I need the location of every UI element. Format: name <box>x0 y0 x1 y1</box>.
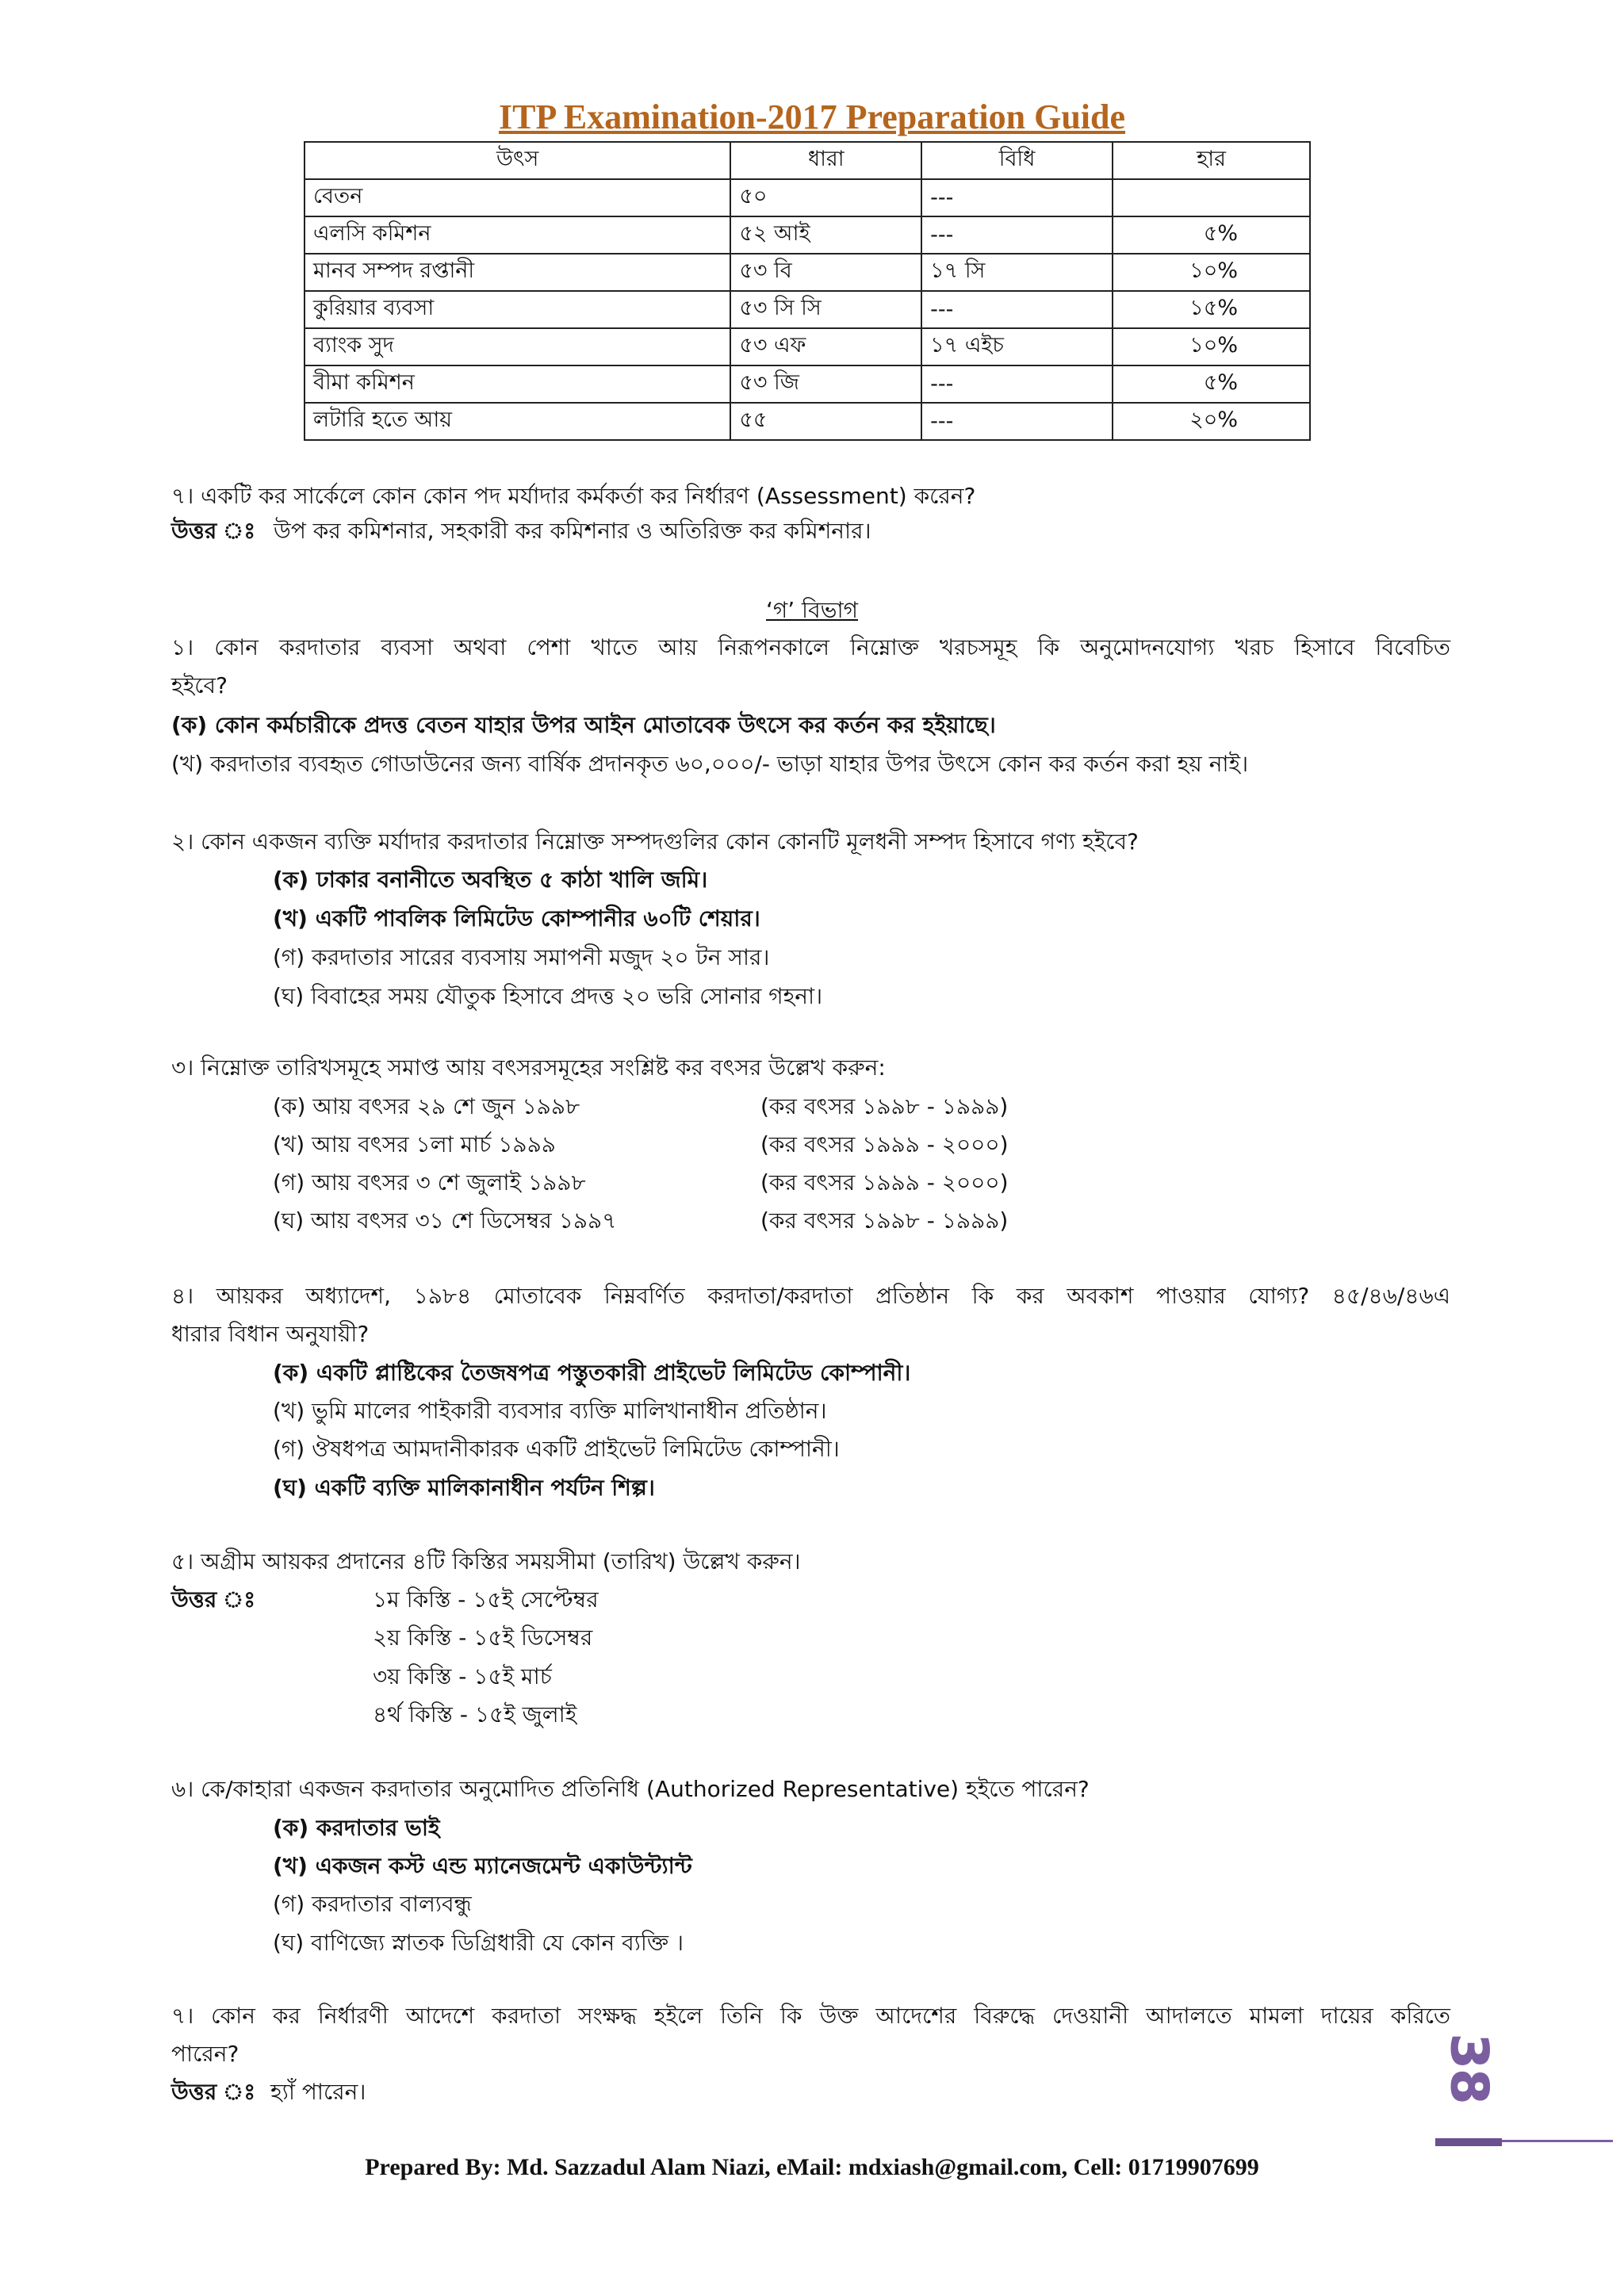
q3-income-year: (ক) আয় বৎসর ২৯ শে জুন ১৯৯৮ <box>273 1093 580 1119</box>
table-header-row <box>304 142 1310 179</box>
table-row <box>304 216 1310 254</box>
q7b-answer-row <box>171 2075 366 2112</box>
q5-answer: ২য় কিস্তি - ১৫ই ডিসেম্বর <box>373 1624 593 1651</box>
cell-section: ৫০ <box>730 179 921 216</box>
cell-rate: ১০% <box>1113 254 1310 291</box>
cell-rule: --- <box>921 403 1113 440</box>
cell-rule: --- <box>921 179 1113 216</box>
q5-answer: ৪র্থ কিস্তি - ১৫ই জুলাই <box>373 1701 577 1728</box>
page-footer: Prepared By: Md. Sazzadul Alam Niazi, eMail: mdxiash@gmail.com, Cell: 01719907699 <box>365 2154 1259 2180</box>
answer-label: উত্তর ঃ <box>171 2079 256 2105</box>
table-row <box>304 254 1310 291</box>
q5-answer: ১ম কিস্তি - ১৫ই সেপ্টেম্বর <box>373 1586 599 1613</box>
cell-rate <box>1113 179 1310 216</box>
cell-rate: ২০% <box>1113 403 1310 440</box>
q3-question: ৩। নিম্নোক্ত তারিখসমূহে সমাপ্ত আয় বৎসরসমূহের সংশ্লিষ্ট কর বৎসর উল্লেখ করুন: <box>171 1054 886 1081</box>
answer-label: উত্তর ঃ <box>171 518 256 544</box>
page-title: ITP Examination-2017 Preparation Guide <box>498 98 1126 136</box>
header-source: উৎস <box>304 142 730 179</box>
table-row <box>304 403 1310 440</box>
header-rate: হার <box>1113 142 1310 179</box>
q1-question-line2: হইবে? <box>171 672 228 698</box>
q3-tax-year: (কর বৎসর ১৯৯৮ - ১৯৯৯) <box>760 1207 1009 1234</box>
q4-option: (গ) ঔষধপত্র আমদানীকারক একটি প্রাইভেট লিমিটেড কোম্পানী। <box>273 1436 840 1462</box>
q6-option: (খ) একজন কস্ট এন্ড ম্যানেজমেন্ট একাউন্ট্যান্ট <box>273 1853 692 1879</box>
q4-option: (ঘ) একটি ব্যক্তি মালিকানাধীন পর্যটন শিল্প। <box>273 1475 655 1501</box>
answer-label: উত্তর ঃ <box>171 1586 256 1613</box>
q4-option: (খ) ভুমি মালের পাইকারী ব্যবসার ব্যক্তি মালিখানাধীন প্রতিষ্ঠান। <box>273 1398 827 1424</box>
q2-option: (খ) একটি পাবলিক লিমিটেড কোম্পানীর ৬০টি শেয়ার। <box>273 905 760 932</box>
q7b-question-line2: পারেন? <box>171 2041 239 2067</box>
page-number-rule <box>1502 2140 1613 2142</box>
q3-income-year: (খ) আয় বৎসর ১লা মার্চ ১৯৯৯ <box>273 1131 556 1158</box>
q6-option: (ঘ) বাণিজ্যে স্নাতক ডিগ্রিধারী যে কোন ব্যক্তি । <box>273 1930 684 1956</box>
cell-section: ৫২ আই <box>730 216 921 254</box>
q6-option: (গ) করদাতার বাল্যবন্ধু <box>273 1891 472 1917</box>
q5-question: ৫। অগ্রীম আয়কর প্রদানের ৪টি কিস্তির সময়সীমা (তারিখ) উল্লেখ করুন। <box>171 1548 801 1575</box>
cell-source: বেতন <box>304 179 730 216</box>
cell-source: লটারি হতে আয় <box>304 403 730 440</box>
page-number-underline <box>1435 2138 1502 2146</box>
table-row <box>304 328 1310 365</box>
cell-rate: ১০% <box>1113 328 1310 365</box>
cell-source: মানব সম্পদ রপ্তানী <box>304 254 730 291</box>
q3-income-year: (ঘ) আয় বৎসর ৩১ শে ডিসেম্বর ১৯৯৭ <box>273 1207 617 1234</box>
cell-rule: --- <box>921 291 1113 328</box>
q2-option: (গ) করদাতার সারের ব্যবসায় সমাপনী মজুদ ২০ টন সার। <box>273 944 770 970</box>
q1-option-kha: (খ) করদাতার ব্যবহৃত গোডাউনের জন্য বার্ষিক প্রদানকৃত ৬০,০০০/- ভাড়া যাহার উপর উৎসে কোন কর কর্তন করা হয় নাই। <box>171 751 1249 777</box>
q1-option-ka: (ক) কোন কর্মচারীকে প্রদত্ত বেতন যাহার উপর আইন মোতাবেক উৎসে কর কর্তন কর হইয়াছে। <box>171 712 996 738</box>
cell-rate: ৫% <box>1113 216 1310 254</box>
q6-question: ৬। কে/কাহারা একজন করদাতার অনুমোদিত প্রতিনিধি (Authorized Representative) হইতে পারেন? <box>171 1776 1090 1802</box>
page-number: 38 <box>1439 2034 1498 2105</box>
q4-question-line1: ৪। আয়কর অধ্যাদেশ, ১৯৮৪ মোতাবেক নিম্নবর্ণিত করদাতা/করদাতা প্রতিষ্ঠান কি কর অবকাশ পাওয়ার যোগ্য? ৪৫/৪৬/৪৬এ <box>171 1283 1450 1309</box>
q3-tax-year: (কর বৎসর ১৯৯৮ - ১৯৯৯) <box>760 1093 1009 1119</box>
tax-source-table <box>304 141 1311 441</box>
cell-rule: ১৭ এইচ <box>921 328 1113 365</box>
q7a-answer: উপ কর কমিশনার, সহকারী কর কমিশনার ও অতিরিক্ত কর কমিশনার। <box>274 518 871 544</box>
cell-source: ব্যাংক সুদ <box>304 328 730 365</box>
q4-option: (ক) একটি প্লাষ্টিকের তৈজষপত্র পস্তুতকারী প্রাইভেট লিমিটেড কোম্পানী। <box>273 1360 911 1386</box>
section-heading: ‘গ’ বিভাগ <box>766 597 858 623</box>
cell-source: বীমা কমিশন <box>304 365 730 403</box>
q7b-question-line1: ৭। কোন কর নির্ধারণী আদেশে করদাতা সংক্ষদ্ধ হইলে তিনি কি উক্ত আদেশের বিরুদ্ধে দেওয়ানী আদালতে মামলা দায়ের করিতে <box>171 2003 1450 2029</box>
q4-question-line2: ধারার বিধান অনুযায়ী? <box>171 1321 370 1347</box>
cell-source: কুরিয়ার ব্যবসা <box>304 291 730 328</box>
q3-income-year: (গ) আয় বৎসর ৩ শে জুলাই ১৯৯৮ <box>273 1169 586 1196</box>
q7a-question: ৭। একটি কর সার্কেলে কোন কোন পদ মর্যাদার কর্মকর্তা কর নির্ধারণ (Assessment) করেন? <box>171 483 976 509</box>
q7a-answer-row <box>171 514 871 551</box>
header-section: ধারা <box>730 142 921 179</box>
cell-section: ৫৩ জি <box>730 365 921 403</box>
q3-tax-year: (কর বৎসর ১৯৯৯ - ২০০০) <box>760 1169 1009 1196</box>
cell-source: এলসি কমিশন <box>304 216 730 254</box>
cell-rule: --- <box>921 365 1113 403</box>
cell-rate: ১৫% <box>1113 291 1310 328</box>
q6-option: (ক) করদাতার ভাই <box>273 1815 440 1841</box>
q2-question: ২। কোন একজন ব্যক্তি মর্যাদার করদাতার নিম্নোক্ত সম্পদগুলির কোন কোনটি মূলধনী সম্পদ হিসাবে গণ্য হইবে? <box>171 828 1139 855</box>
cell-section: ৫৩ বি <box>730 254 921 291</box>
q3-tax-year: (কর বৎসর ১৯৯৯ - ২০০০) <box>760 1131 1009 1158</box>
cell-section: ৫৩ এফ <box>730 328 921 365</box>
table-row <box>304 291 1310 328</box>
q7b-answer: হ্যাঁ পারেন। <box>270 2079 366 2105</box>
cell-section: ৫৩ সি সি <box>730 291 921 328</box>
header-rule: বিধি <box>921 142 1113 179</box>
q2-option: (ঘ) বিবাহের সময় যৌতুক হিসাবে প্রদত্ত ২০ ভরি সোনার গহনা। <box>273 983 823 1009</box>
cell-rate: ৫% <box>1113 365 1310 403</box>
q2-option: (ক) ঢাকার বনানীতে অবস্থিত ৫ কাঠা খালি জমি। <box>273 867 708 893</box>
cell-rule: --- <box>921 216 1113 254</box>
cell-section: ৫৫ <box>730 403 921 440</box>
table-row <box>304 365 1310 403</box>
cell-rule: ১৭ সি <box>921 254 1113 291</box>
q5-answer: ৩য় কিস্তি - ১৫ই মার্চ <box>373 1663 552 1689</box>
table-row <box>304 179 1310 216</box>
q1-question-line1: ১। কোন করদাতার ব্যবসা অথবা পেশা খাতে আয় নিরূপনকালে নিম্নোক্ত খরচসমূহ কি অনুমোদনযোগ্য খরচ হিসাবে বিবেচিত <box>171 634 1450 660</box>
